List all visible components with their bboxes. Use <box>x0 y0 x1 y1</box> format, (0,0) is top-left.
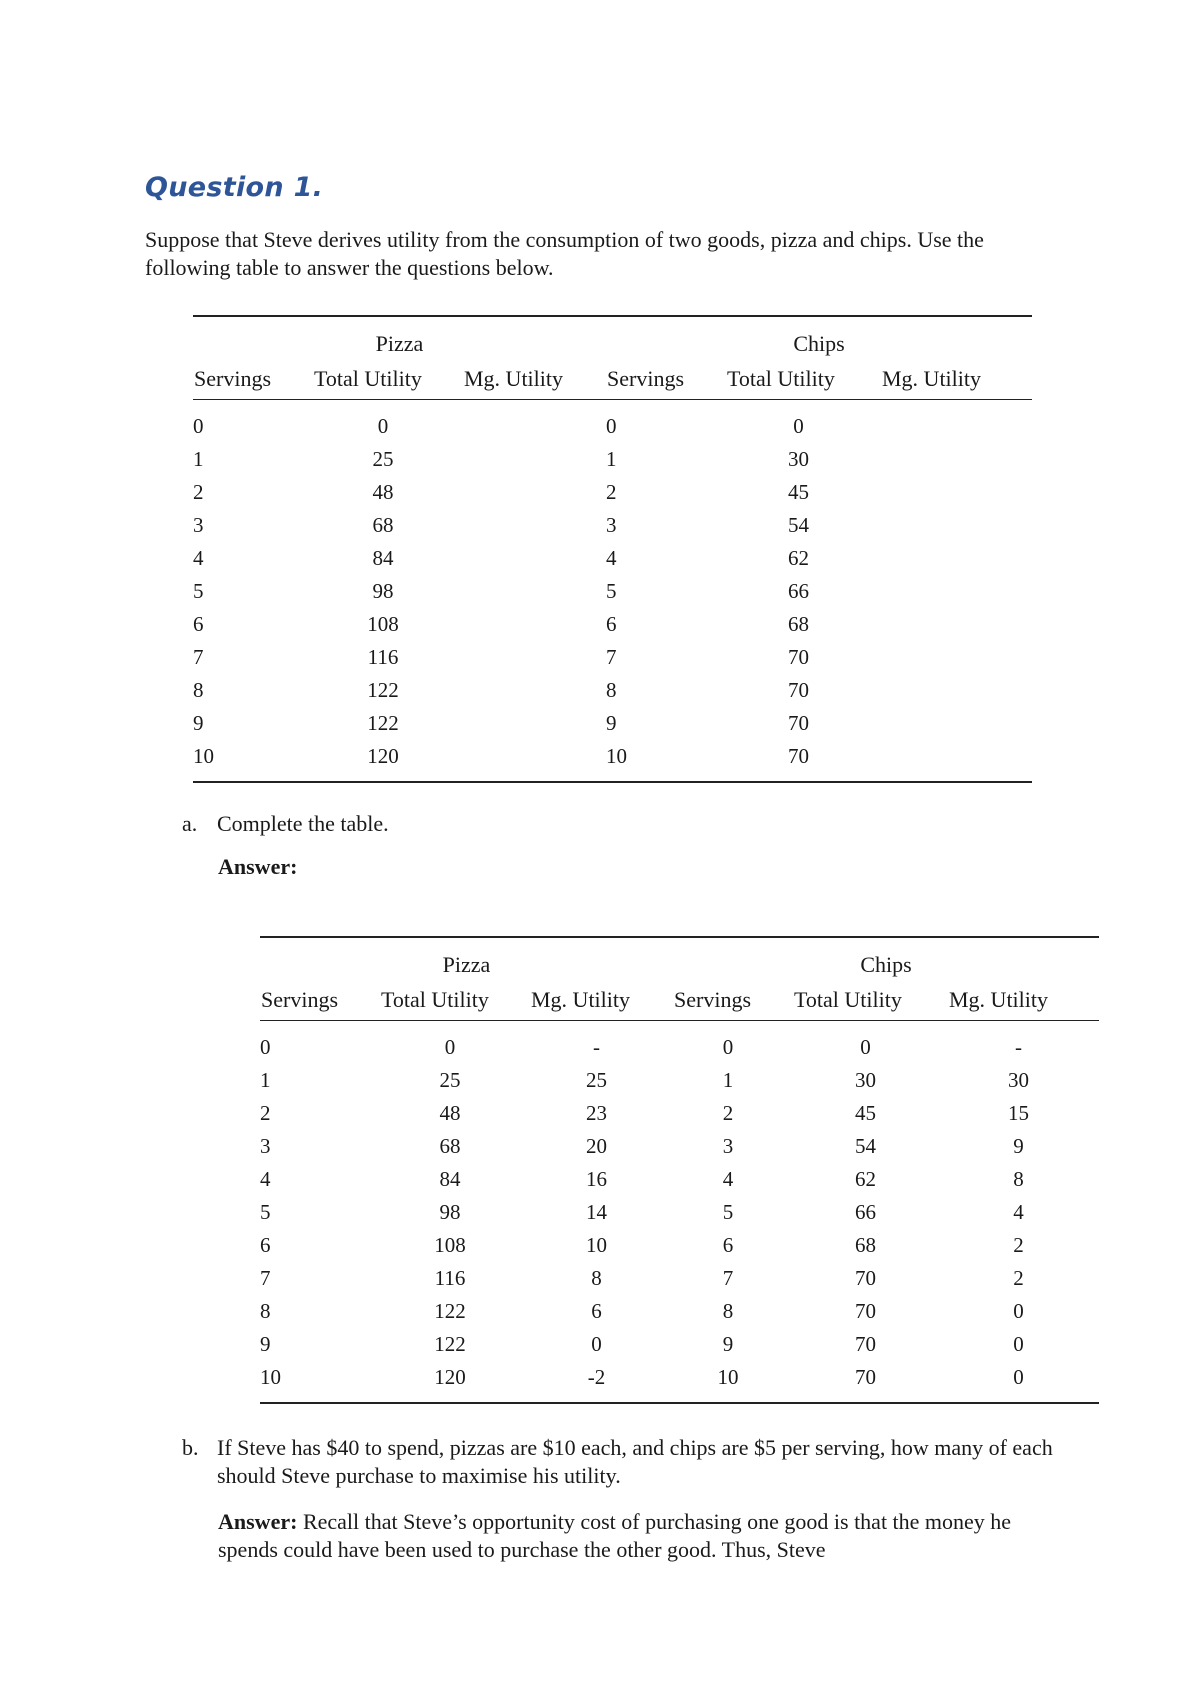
part-b-text: If Steve has $40 to spend, pizzas are $10 each, and chips are $5 per serving, how many of each should Steve purchase to maximise his utility. <box>217 1435 1053 1488</box>
table-cell: 68 <box>788 612 809 636</box>
table-row <box>193 476 1032 509</box>
group-header-chips: Chips <box>860 952 912 977</box>
table-cell: 6 <box>606 612 617 636</box>
table-cell: 1 <box>722 1068 734 1092</box>
table-cell: 68 <box>372 513 394 537</box>
table-cell: 122 <box>367 711 399 735</box>
table-end <box>193 773 1032 782</box>
table-cell: 8 <box>1013 1167 1024 1191</box>
table-cell: 122 <box>434 1299 466 1323</box>
table-row <box>193 410 1032 443</box>
table-cell: 15 <box>1008 1101 1029 1125</box>
table-cell: 0 <box>722 1035 734 1059</box>
table-cell: 10 <box>606 744 627 768</box>
table-row <box>260 1064 1099 1097</box>
table-cell: 98 <box>372 579 394 603</box>
table-cell: 48 <box>372 480 394 504</box>
table-cell: 70 <box>855 1266 876 1290</box>
col-header: Servings <box>606 362 726 400</box>
table-cell: 23 <box>586 1101 607 1125</box>
part-a-text: Complete the table. <box>217 811 389 836</box>
table-row <box>193 641 1032 674</box>
table-row <box>193 575 1032 608</box>
col-header: Total Utility <box>793 983 948 1021</box>
table-cell: 3 <box>606 513 617 537</box>
table-cell: 14 <box>586 1200 607 1224</box>
table-cell: 3 <box>193 513 204 537</box>
col-header: Mg. Utility <box>948 983 1099 1021</box>
table-cell: 10 <box>586 1233 607 1257</box>
table-cell: 1 <box>260 1068 271 1092</box>
question-table <box>193 315 1032 783</box>
table-cell: 25 <box>372 447 394 471</box>
table-cell <box>463 410 606 443</box>
table-cell: 30 <box>855 1068 876 1092</box>
table-cell: 6 <box>193 612 204 636</box>
intro-text: Suppose that Steve derives utility from the consumption of two goods, pizza and chips. Use the following table to answer the questions below. <box>145 227 984 280</box>
table-cell: 7 <box>193 645 204 669</box>
table-cell: 4 <box>193 546 204 570</box>
table-cell: 122 <box>434 1332 466 1356</box>
table-cell: 0 <box>193 414 204 438</box>
table-cell: 25 <box>439 1068 461 1092</box>
answer-table-body <box>260 1021 1099 1404</box>
table-cell: 2 <box>193 480 204 504</box>
table-row <box>193 509 1032 542</box>
table-cell: 45 <box>855 1101 876 1125</box>
table-cell: 9 <box>722 1332 734 1356</box>
table-cell: 108 <box>367 612 399 636</box>
table-cell: 30 <box>1008 1068 1029 1092</box>
table-cell: 68 <box>855 1233 876 1257</box>
group-header-pizza: Pizza <box>442 952 491 977</box>
table-row <box>193 674 1032 707</box>
table-cell: 116 <box>434 1266 466 1290</box>
table-cell: 70 <box>788 678 809 702</box>
table-cell: 54 <box>788 513 809 537</box>
answer-table <box>260 936 1099 1404</box>
table-row <box>260 1130 1099 1163</box>
col-header: Servings <box>193 362 313 400</box>
table-cell: 122 <box>367 678 399 702</box>
table-cell: 20 <box>586 1134 607 1158</box>
table-row <box>193 707 1032 740</box>
table-cell: 7 <box>722 1266 734 1290</box>
table-cell: 6 <box>722 1233 734 1257</box>
table-cell <box>881 740 1032 773</box>
table-cell <box>463 674 606 707</box>
table-cell: 0 <box>860 1035 871 1059</box>
question-heading: Question 1. <box>145 172 324 203</box>
col-header: Mg. Utility <box>530 983 673 1021</box>
table-cell <box>881 542 1032 575</box>
table-row <box>193 542 1032 575</box>
table-cell: 0 <box>591 1332 602 1356</box>
table-row <box>260 1295 1099 1328</box>
table-cell: 6 <box>260 1233 271 1257</box>
table-cell: 70 <box>855 1365 876 1389</box>
col-header: Servings <box>260 983 380 1021</box>
table-cell: 108 <box>434 1233 466 1257</box>
table-cell: 8 <box>606 678 617 702</box>
table-cell: 70 <box>788 711 809 735</box>
table-cell <box>463 740 606 773</box>
table-cell: 120 <box>367 744 399 768</box>
table-cell: 45 <box>788 480 809 504</box>
table-row <box>260 1031 1099 1064</box>
column-header-row <box>193 362 1032 400</box>
col-header: Total Utility <box>726 362 881 400</box>
table-cell: 4 <box>1013 1200 1024 1224</box>
col-header: Mg. Utility <box>881 362 1032 400</box>
table-row <box>260 1097 1099 1130</box>
table-cell <box>463 641 606 674</box>
table-cell: 10 <box>193 744 214 768</box>
table-cell: 70 <box>855 1299 876 1323</box>
group-header-row <box>193 316 1032 362</box>
part-a-answer-label: Answer: <box>218 854 298 879</box>
table-row <box>260 1196 1099 1229</box>
table-cell: 68 <box>439 1134 461 1158</box>
table-cell: 5 <box>193 579 204 603</box>
table-cell: 48 <box>439 1101 461 1125</box>
table-cell: 25 <box>586 1068 607 1092</box>
table-cell: 0 <box>260 1035 271 1059</box>
table-cell: 5 <box>606 579 617 603</box>
table-spacer <box>260 1021 1099 1032</box>
part-b-answer-text: Recall that Steve’s opportunity cost of purchasing one good is that the money he spends could have been used to purchase the other good. Thus, Steve <box>218 1509 1012 1562</box>
table-cell <box>881 476 1032 509</box>
table-cell <box>881 410 1032 443</box>
table-cell: - <box>593 1035 600 1059</box>
table-cell: - <box>1015 1035 1022 1059</box>
table-cell: 0 <box>793 414 804 438</box>
table-cell: 8 <box>722 1299 734 1323</box>
table-cell: 70 <box>855 1332 876 1356</box>
table-cell: 116 <box>367 645 399 669</box>
table-cell: 4 <box>722 1167 734 1191</box>
table-cell: 7 <box>260 1266 271 1290</box>
intro-paragraph <box>145 226 1065 282</box>
table-cell: 2 <box>260 1101 271 1125</box>
table-cell: 4 <box>606 546 617 570</box>
table-cell: 84 <box>372 546 394 570</box>
table-cell: 5 <box>722 1200 734 1224</box>
table-cell <box>463 443 606 476</box>
table-cell <box>881 707 1032 740</box>
table-cell: 1 <box>193 447 204 471</box>
table-cell <box>881 674 1032 707</box>
table-cell: 8 <box>193 678 204 702</box>
table-cell: 0 <box>377 414 389 438</box>
table-cell <box>881 641 1032 674</box>
table-cell <box>881 608 1032 641</box>
table-cell: 9 <box>193 711 204 735</box>
table-cell: 30 <box>788 447 809 471</box>
table-cell: 2 <box>1013 1233 1024 1257</box>
table-row <box>193 740 1032 773</box>
table-cell: 70 <box>788 744 809 768</box>
table-cell: -2 <box>587 1365 606 1389</box>
table-cell: 3 <box>722 1134 734 1158</box>
part-a-label: a. <box>182 811 198 836</box>
table-cell: 66 <box>788 579 809 603</box>
table-row <box>193 443 1032 476</box>
col-header: Servings <box>673 983 793 1021</box>
table-cell: 0 <box>444 1035 456 1059</box>
table-cell: 84 <box>439 1167 461 1191</box>
table-cell: 62 <box>855 1167 876 1191</box>
table-row <box>260 1163 1099 1196</box>
part-b-answer <box>218 1508 1058 1564</box>
table-cell: 9 <box>260 1332 271 1356</box>
table-cell <box>463 509 606 542</box>
col-header: Total Utility <box>313 362 463 400</box>
table-cell: 8 <box>260 1299 271 1323</box>
table-cell: 2 <box>606 480 617 504</box>
table-cell <box>463 542 606 575</box>
table-cell: 5 <box>260 1200 271 1224</box>
table-row <box>260 1229 1099 1262</box>
table-spacer <box>193 400 1032 411</box>
table-row <box>260 1262 1099 1295</box>
table-cell: 9 <box>606 711 617 735</box>
part-b-label: b. <box>182 1435 199 1460</box>
table-cell: 2 <box>1013 1266 1024 1290</box>
table-cell: 0 <box>1013 1365 1024 1389</box>
column-header-row <box>260 983 1099 1021</box>
table-cell <box>881 509 1032 542</box>
table-cell: 6 <box>591 1299 602 1323</box>
table-end <box>260 1394 1099 1403</box>
table-row <box>193 608 1032 641</box>
table-cell <box>881 443 1032 476</box>
col-header: Mg. Utility <box>463 362 606 400</box>
table-cell: 0 <box>1013 1332 1024 1356</box>
part-b-answer-label: Answer: <box>218 1509 298 1534</box>
table-cell <box>463 476 606 509</box>
group-header-row <box>260 937 1099 983</box>
table-cell: 8 <box>591 1266 602 1290</box>
table-cell: 0 <box>1013 1299 1024 1323</box>
table-cell: 120 <box>434 1365 466 1389</box>
table-cell: 7 <box>606 645 617 669</box>
table-cell: 70 <box>788 645 809 669</box>
table-cell: 1 <box>606 447 617 471</box>
table-cell: 0 <box>606 414 617 438</box>
table-cell: 4 <box>260 1167 271 1191</box>
table-row <box>260 1328 1099 1361</box>
table-cell <box>881 575 1032 608</box>
table-cell: 62 <box>788 546 809 570</box>
table-cell: 9 <box>1013 1134 1024 1158</box>
table-cell: 16 <box>586 1167 607 1191</box>
table-cell <box>463 575 606 608</box>
table-cell: 10 <box>260 1365 281 1389</box>
table-cell <box>463 608 606 641</box>
col-header: Total Utility <box>380 983 530 1021</box>
table-cell <box>463 707 606 740</box>
table-cell: 3 <box>260 1134 271 1158</box>
table-cell: 10 <box>717 1365 739 1389</box>
table-cell: 2 <box>722 1101 734 1125</box>
group-header-pizza: Pizza <box>375 331 424 356</box>
table-row <box>260 1361 1099 1394</box>
table-cell: 98 <box>439 1200 461 1224</box>
table-cell: 54 <box>855 1134 876 1158</box>
group-header-chips: Chips <box>793 331 845 356</box>
question-table-body <box>193 400 1032 783</box>
table-cell: 66 <box>855 1200 876 1224</box>
